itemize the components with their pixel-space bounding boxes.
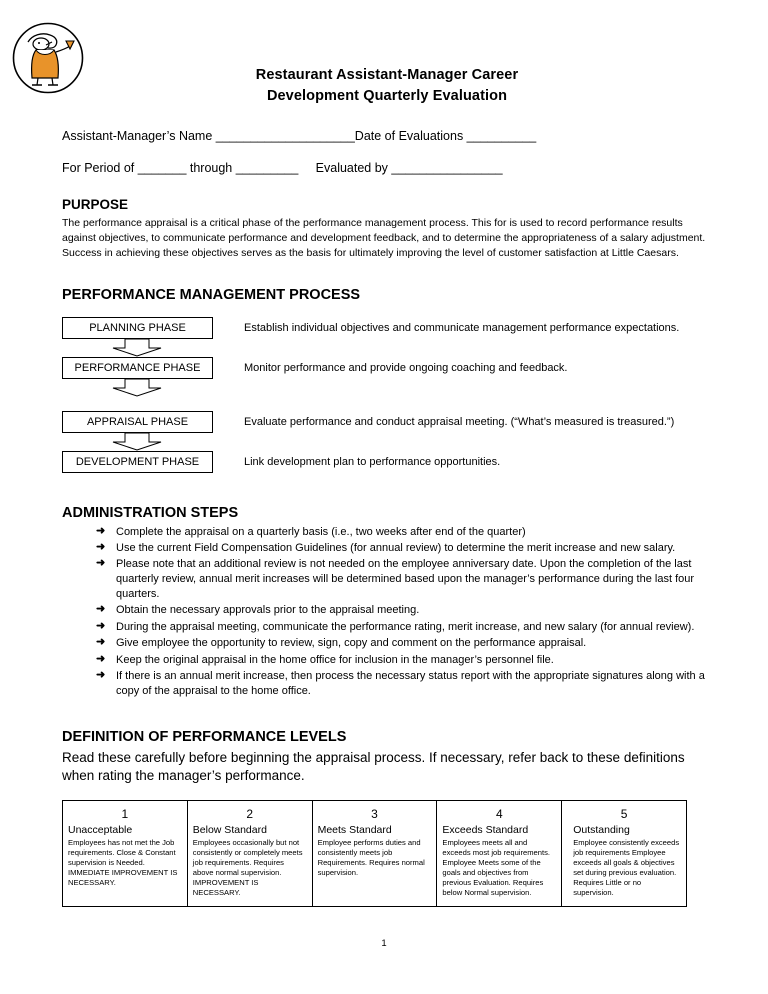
definitions-intro: Read these carefully before beginning the appraisal process. If necessary, refer back to these definitions when rating the manager’s performance.: [62, 749, 685, 784]
title-line-1: Restaurant Assistant-Manager Career: [255, 67, 519, 83]
phase-row-performance: [62, 357, 712, 379]
level-name: Below Standard: [192, 824, 267, 837]
administration-heading: ADMINISTRATION STEPS: [62, 504, 239, 521]
list-item: [96, 669, 712, 699]
level-cell-2: [187, 801, 312, 907]
level-name: Meets Standard: [317, 824, 392, 837]
level-cell-1: [63, 801, 188, 907]
list-item: [96, 541, 712, 556]
level-description: Employees has not met the Job requirements. Close & Constant supervision is Needed. IMMEDIATE IMPROVEMENT IS NECESSARY.: [68, 838, 178, 888]
title-line-2: Development Quarterly Evaluation: [266, 88, 508, 105]
list-item: [96, 636, 712, 651]
down-arrow-icon: [62, 339, 213, 357]
phase-desc-development: Link development plan to performance opportunities.: [244, 455, 501, 468]
level-description: Employee performs duties and consistently meets job Requirements. Requires normal supervision.: [317, 838, 425, 878]
level-name: Unacceptable: [68, 824, 133, 837]
level-cell-3: [312, 801, 437, 907]
arrow-bullet-icon: ➜: [96, 668, 106, 681]
page-number: 1: [381, 938, 387, 949]
phase-box-planning: PLANNING PHASE: [62, 317, 213, 339]
phase-row-development: [62, 451, 712, 473]
arrow-bullet-icon: ➜: [96, 541, 106, 554]
level-name: Outstanding: [573, 824, 630, 837]
level-description: Employees occasionally but not consistently or completely meets job requirements. Requires above normal supervision. IMPROVEMENT IS NECESSARY.: [192, 838, 303, 898]
level-number: 3: [371, 807, 378, 822]
performance-phase-diagram: [62, 317, 712, 473]
phase-desc-planning: Establish individual objectives and communicate management performance expectations.: [244, 321, 680, 334]
level-description: Employee consistently exceeds job requirements Employee exceeds all goals & objectives set during previous evaluation. Requires Little or no supervision.: [573, 838, 680, 898]
down-arrow-icon-3: [62, 433, 213, 451]
list-item-text: During the appraisal meeting, communicate the performance rating, merit increase, and new salary (for annual review).: [116, 620, 695, 633]
list-item-text: Use the current Field Compensation Guidelines (for annual review) to determine the merit increase and new salary.: [116, 542, 676, 555]
list-item-text: If there is an annual merit increase, then process the necessary status report with the appropriate signatures along with a copy of the appraisal to the home office.: [116, 669, 705, 697]
level-number: 2: [246, 807, 254, 822]
level-cell-5: [562, 801, 687, 907]
phase-row-appraisal: [62, 411, 712, 433]
level-name: Exceeds Standard: [442, 824, 529, 837]
performance-levels-table: [62, 800, 687, 907]
list-item: [96, 525, 712, 540]
purpose-body: The performance appraisal is a critical phase of the performance management process. This for is used to record performance results against objectives, to communicate performance and development feedback, and to determine the appropriateness of a salary adjustment. Success in achieving these objectives serves as the basis for ultimately improving the level of customer satisfaction at Little Caesars.: [62, 217, 706, 259]
arrow-bullet-icon: ➜: [96, 557, 106, 570]
down-arrow-icon-2: [62, 379, 213, 397]
list-item: [96, 653, 712, 668]
diagram-spacer: [62, 397, 712, 411]
arrow-bullet-icon: ➜: [96, 636, 106, 649]
list-item: [96, 557, 712, 602]
administration-steps-list: [62, 525, 712, 699]
phase-desc-performance: Monitor performance and provide ongoing coaching and feedback.: [244, 361, 568, 374]
phase-row-planning: [62, 317, 712, 339]
phase-box-appraisal: APPRAISAL PHASE: [62, 411, 213, 433]
list-item-text: Give employee the opportunity to review, sign, copy and comment on the performance appraisal.: [116, 637, 587, 650]
process-heading: PERFORMANCE MANAGEMENT PROCESS: [62, 286, 361, 303]
list-item: [96, 620, 712, 635]
arrow-bullet-icon: ➜: [96, 652, 106, 665]
arrow-bullet-icon: ➜: [96, 619, 106, 632]
level-cell-4: [437, 801, 562, 907]
page-title: [62, 65, 712, 107]
list-item-text: Obtain the necessary approvals prior to the appraisal meeting.: [116, 604, 420, 617]
period-evaluated-by-field[interactable]: For Period of _______ through _________ Evaluated by ________________: [62, 161, 503, 176]
phase-box-development: DEVELOPMENT PHASE: [62, 451, 213, 473]
arrow-bullet-icon: ➜: [96, 603, 106, 616]
phase-box-performance: PERFORMANCE PHASE: [62, 357, 213, 379]
table-row: [63, 801, 687, 907]
definitions-heading: DEFINITION OF PERFORMANCE LEVELS: [62, 728, 347, 745]
level-number: 1: [121, 807, 129, 822]
level-number: 4: [495, 807, 503, 822]
list-item-text: Complete the appraisal on a quarterly basis (i.e., two weeks after end of the quarter): [116, 525, 526, 538]
level-description: Employees meets all and exceeds most job requirements. Employee Meets some of the goals and objectives from previous Evaluation. Requires below Normal supervision.: [442, 838, 551, 898]
assistant-manager-name-field[interactable]: Assistant-Manager’s Name ____________________Date of Evaluations __________: [62, 129, 537, 144]
list-item: [96, 603, 712, 618]
list-item-text: Keep the original appraisal in the home office for inclusion in the manager’s personnel file.: [116, 653, 554, 666]
list-item-text: Please note that an additional review is not needed on the employee anniversary date. Upon the completion of the last quarterly review, annual merit increases will be determined based upon the manager’s performance during the last four quarters.: [116, 558, 695, 601]
phase-desc-appraisal: Evaluate performance and conduct appraisal meeting. (“What’s measured is treasured.”): [244, 415, 675, 428]
level-number: 5: [620, 807, 628, 822]
arrow-bullet-icon: ➜: [96, 524, 106, 537]
purpose-heading: PURPOSE: [62, 197, 129, 213]
